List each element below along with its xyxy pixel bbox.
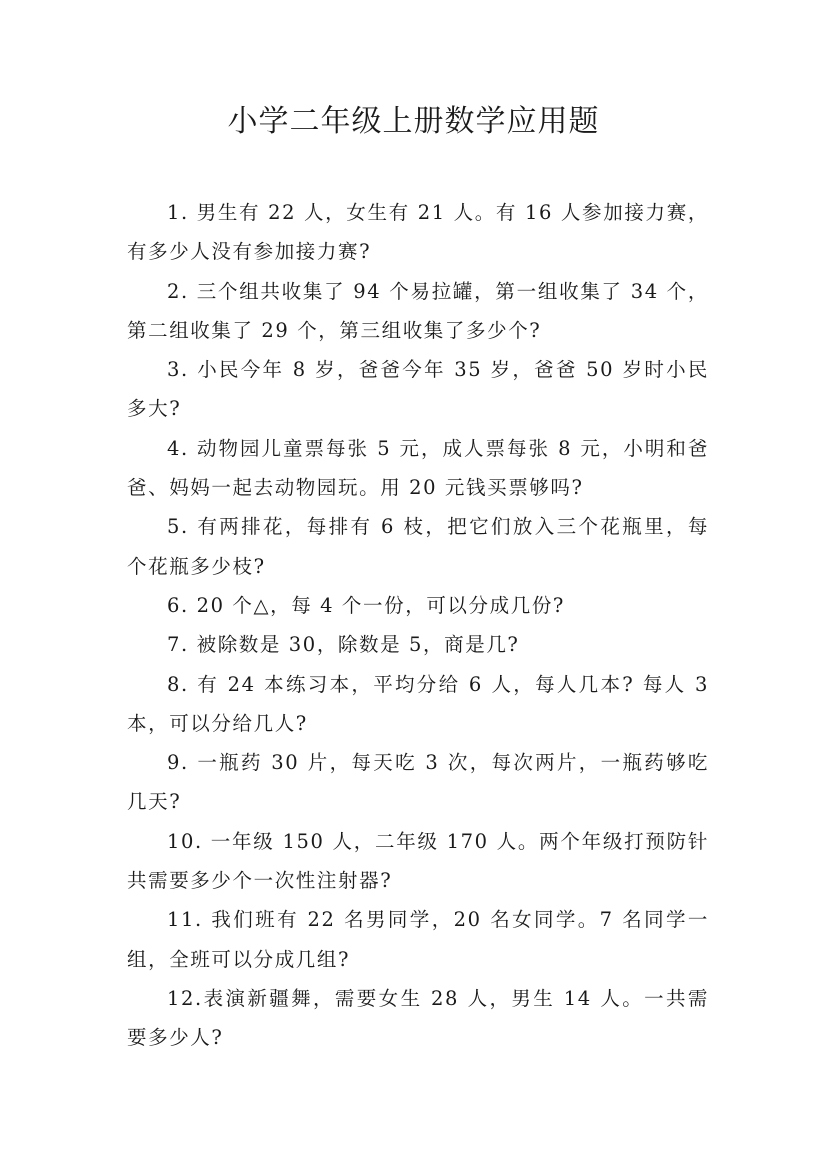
question-item: 7. 被除数是 30，除数是 5，商是几? — [167, 633, 520, 657]
question-item: 1. 男生有 22 人，女生有 21 人。有 16 人参加接力赛，有多少人没有参加接力赛? — [127, 201, 709, 264]
question-item: 10. 一年级 150 人，二年级 170 人。两个年级打预防针共需要多少个一次性注射器? — [127, 829, 709, 893]
question-item: 3. 小民今年 8 岁，爸爸今年 35 岁，爸爸 50 岁时小民多大? — [127, 358, 709, 421]
question-list — [127, 193, 709, 1058]
page-title: 小学二年级上册数学应用题 — [227, 104, 600, 139]
question-item: 8. 有 24 本练习本，平均分给 6 人，每人几本? 每人 3 本，可以分给几人? — [127, 672, 709, 735]
question-item: 9. 一瓶药 30 片，每天吃 3 次，每次两片，一瓶药够吃几天? — [127, 751, 709, 814]
question-item: 6. 20 个△，每 4 个一份，可以分成几份? — [167, 593, 565, 617]
question-item: 5. 有两排花，每排有 6 枝，把它们放入三个花瓶里，每个花瓶多少枝? — [127, 515, 709, 578]
question-item: 11. 我们班有 22 名男同学，20 名女同学。7 名同学一组，全班可以分成几组? — [127, 908, 709, 971]
question-item: 4. 动物园儿童票每张 5 元，成人票每张 8 元，小明和爸爸、妈妈一起去动物园玩。用 20 元钱买票够吗? — [127, 436, 709, 500]
question-item: 2. 三个组共收集了 94 个易拉罐，第一组收集了 34 个，第二组收集了 29 个，第三组收集了多少个? — [127, 279, 709, 342]
question-item: 12.表演新疆舞，需要女生 28 人，男生 14 人。一共需要多少人? — [127, 986, 709, 1050]
